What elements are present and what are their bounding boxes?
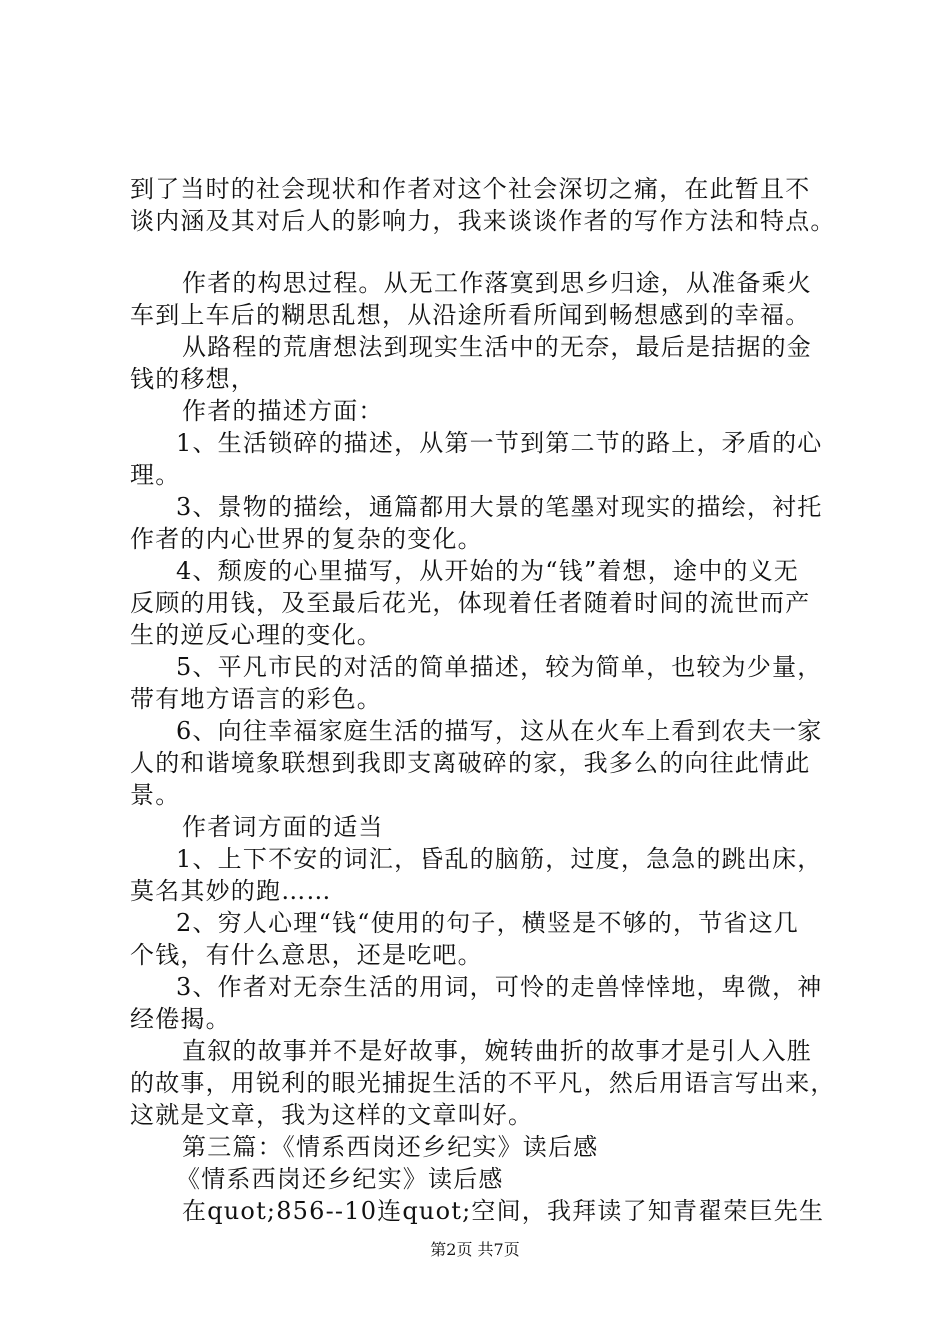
- text-line: 在quot;856--10连quot;空间，我拜读了知青翟荣巨先生: [182, 1197, 825, 1225]
- text-line: 莫名其妙的跑……: [130, 877, 332, 905]
- text-line: 谈内涵及其对后人的影响力，我来谈谈作者的写作方法和特点。: [130, 207, 836, 235]
- text-line: 车到上车后的糊思乱想，从沿途所看所闻到畅想感到的幸福。: [130, 301, 811, 329]
- text-line: 从路程的荒唐想法到现实生活中的无奈，最后是拮据的金: [182, 333, 812, 361]
- text-line: 作者词方面的适当: [182, 813, 384, 841]
- text-line: 到了当时的社会现状和作者对这个社会深切之痛，在此暂且不: [130, 175, 811, 203]
- text-line: 景。: [130, 781, 181, 809]
- text-line: 3、作者对无奈生活的用词，可怜的走兽悻悻地，卑微，神: [176, 973, 823, 1001]
- text-line: 5、平凡市民的对活的简单描述，较为简单，也较为少量，: [176, 653, 823, 681]
- text-line: 反顾的用钱，及至最后花光，体现着任者随着时间的流世而产: [130, 589, 811, 617]
- text-line: 1、生活锁碎的描述，从第一节到第二节的路上，矛盾的心: [176, 429, 823, 457]
- text-line: 的故事，用锐利的眼光捕捉生活的不平凡，然后用语言写出来，: [130, 1069, 836, 1097]
- text-line: 作者的构思过程。从无工作落寞到思乡归途，从准备乘火: [182, 269, 812, 297]
- text-line: 个钱，有什么意思，还是吃吧。: [130, 941, 483, 969]
- text-line: 这就是文章，我为这样的文章叫好。: [130, 1101, 534, 1129]
- text-line: 3、景物的描绘，通篇都用大景的笔墨对现实的描绘，衬托: [176, 493, 823, 521]
- text-line: 钱的移想，: [130, 365, 256, 393]
- text-line: 4、颓废的心里描写，从开始的为“钱”着想，途中的义无: [176, 557, 800, 585]
- text-line: 生的逆反心理的变化。: [130, 621, 382, 649]
- text-line: 人的和谐境象联想到我即支离破碎的家，我多么的向往此情此: [130, 749, 811, 777]
- page-number-footer: 第2页 共7页: [430, 1240, 520, 1259]
- text-line: 作者的描述方面：: [182, 397, 384, 425]
- text-line: 理。: [130, 461, 181, 489]
- text-line: 直叙的故事并不是好故事，婉转曲折的故事才是引人入胜: [182, 1037, 812, 1065]
- text-line: 作者的内心世界的复杂的变化。: [130, 525, 483, 553]
- text-line: 带有地方语言的彩色。: [130, 685, 382, 713]
- text-line: 经倦揭。: [130, 1005, 231, 1033]
- text-line: 1、上下不安的词汇，昏乱的脑筋，过度，急急的跳出床，: [176, 845, 823, 873]
- article-title: 《情系西岗还乡纪实》读后感: [176, 1165, 504, 1193]
- section-heading: 第三篇：《情系西岗还乡纪实》读后感: [182, 1133, 599, 1161]
- text-line: 6、向往幸福家庭生活的描写，这从在火车上看到农夫一家: [176, 717, 823, 745]
- text-line: 2、穷人心理“钱“使用的句子，横竖是不够的，节省这几: [176, 909, 800, 937]
